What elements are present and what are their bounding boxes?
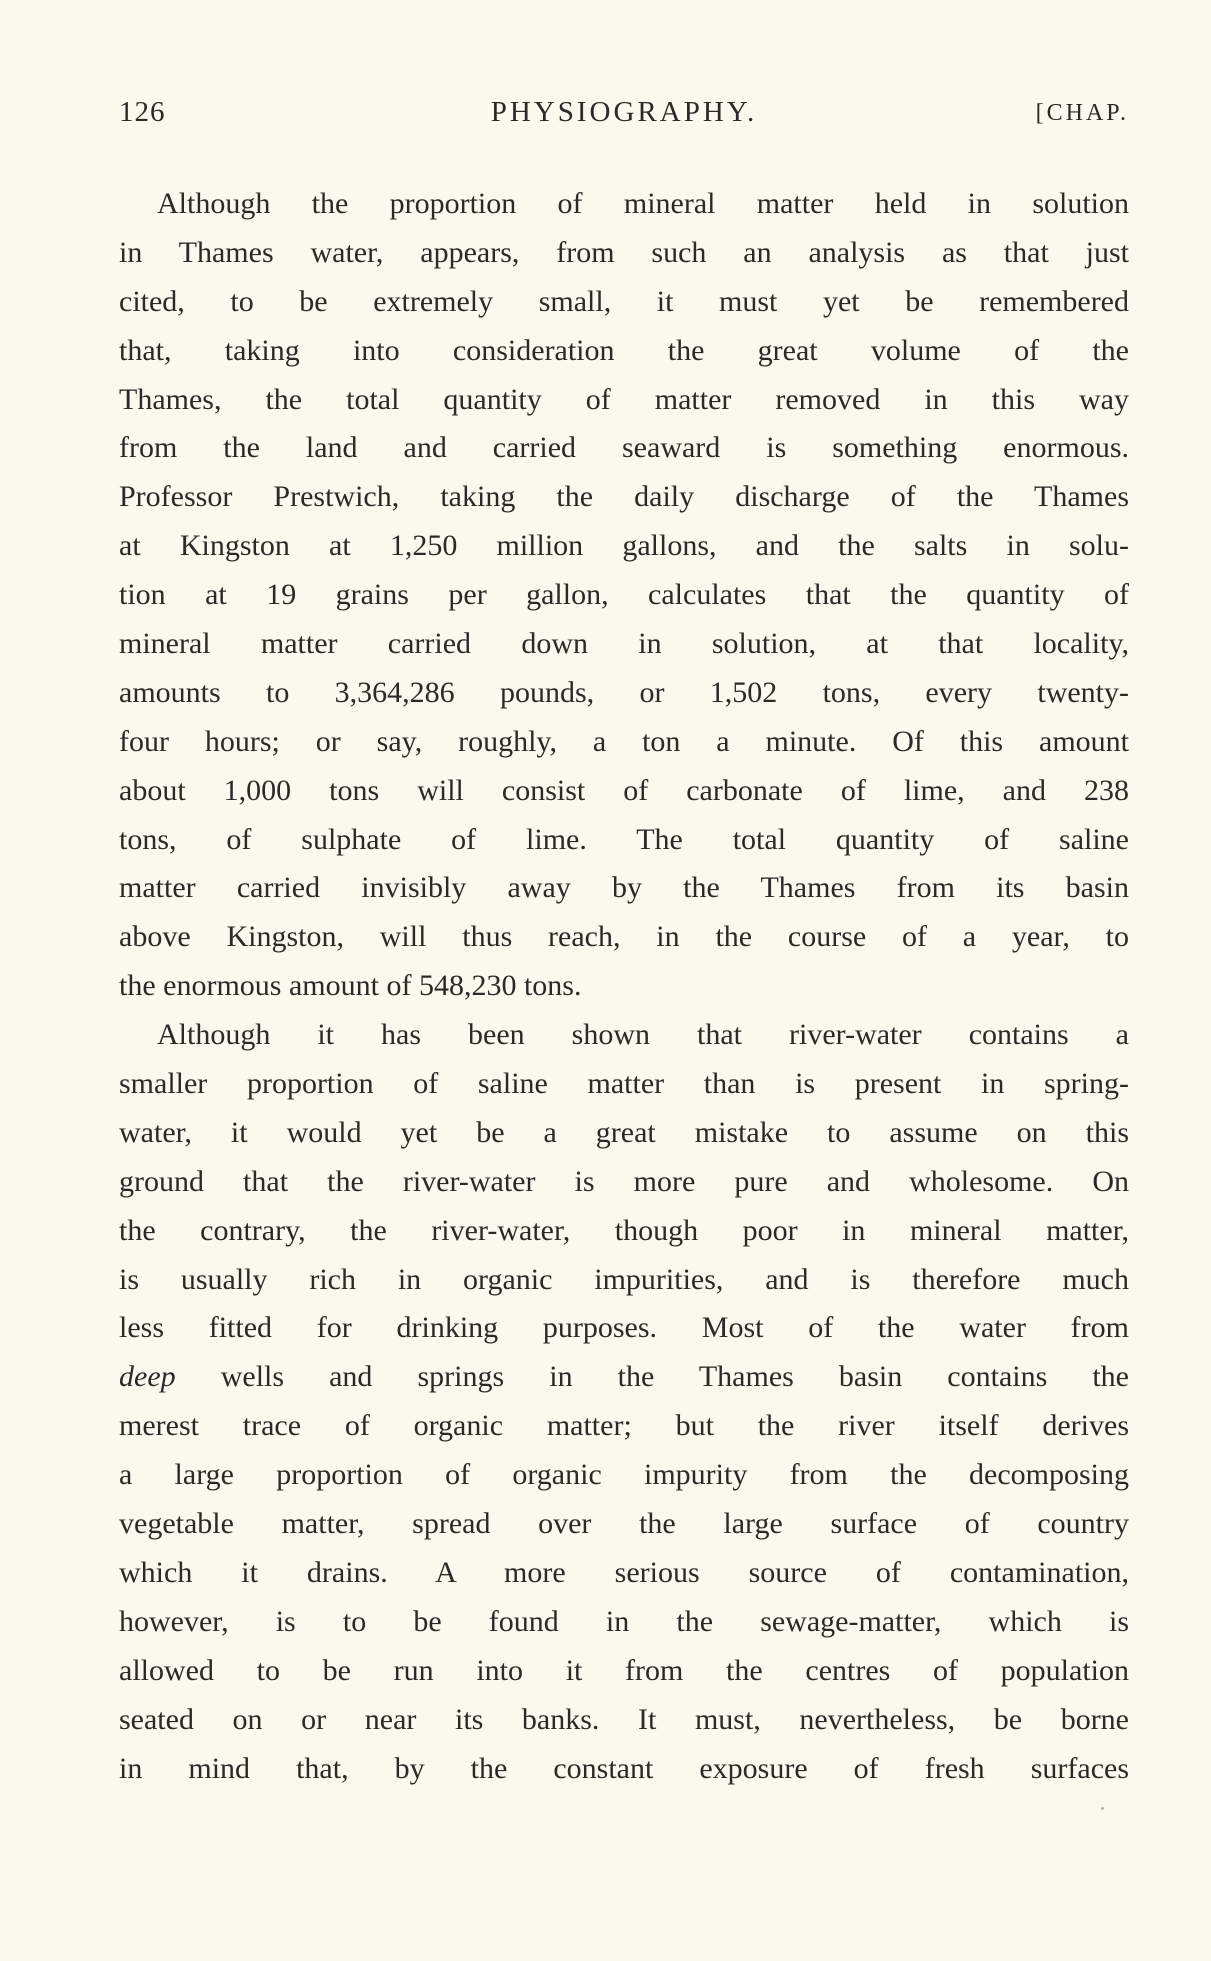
running-title: PHYSIOGRAPHY. bbox=[490, 96, 758, 128]
text-line: four hours; or say, roughly, a ton a minute. Of this amount bbox=[119, 724, 1129, 758]
text-line: Thames, the total quantity of matter removed in this way bbox=[119, 382, 1129, 416]
text-line: the enormous amount of 548,230 tons. bbox=[119, 969, 582, 1003]
chapter-marker: [CHAP. bbox=[1035, 100, 1129, 126]
paper-speck bbox=[1101, 1807, 1104, 1810]
text-line: allowed to be run into it from the centres of population bbox=[119, 1653, 1129, 1687]
text-line: in Thames water, appears, from such an analysis as that just bbox=[119, 235, 1129, 269]
text-line-with-italic bbox=[119, 1353, 1129, 1402]
text-line: mineral matter carried down in solution, at that locality, bbox=[119, 627, 1129, 661]
text-line: merest trace of organic matter; but the river itself derives bbox=[119, 1409, 1129, 1443]
text-line: from the land and carried seaward is something enormous. bbox=[119, 431, 1129, 465]
text-line: about 1,000 tons will consist of carbonate of lime, and 238 bbox=[119, 773, 1129, 807]
text-line: above Kingston, will thus reach, in the course of a year, to bbox=[119, 920, 1129, 954]
body-text bbox=[119, 180, 1129, 1793]
running-head bbox=[119, 96, 1129, 136]
text-line: ground that the river-water is more pure and wholesome. On bbox=[119, 1164, 1129, 1198]
page-number: 126 bbox=[119, 96, 166, 128]
text-line: which it drains. A more serious source of contamination, bbox=[119, 1555, 1129, 1589]
italic-word: deep bbox=[119, 1360, 176, 1394]
text-line: is usually rich in organic impurities, and is therefore much bbox=[119, 1262, 1129, 1296]
text-line: however, is to be found in the sewage-matter, which is bbox=[119, 1604, 1129, 1638]
text-line: at Kingston at 1,250 million gallons, and the salts in solu- bbox=[119, 529, 1129, 563]
text-line: water, it would yet be a great mistake to assume on this bbox=[119, 1115, 1129, 1149]
text-line: tons, of sulphate of lime. The total quantity of saline bbox=[119, 822, 1129, 856]
text-line: less fitted for drinking purposes. Most of the water from bbox=[119, 1311, 1129, 1345]
text-line: Although the proportion of mineral matter held in solution bbox=[157, 187, 1129, 220]
text-line: that, taking into consideration the great volume of the bbox=[119, 333, 1129, 367]
text-line: Professor Prestwich, taking the daily discharge of the Thames bbox=[119, 480, 1129, 514]
text-line: matter carried invisibly away by the Thames from its basin bbox=[119, 871, 1129, 905]
text-line: cited, to be extremely small, it must yet be remembered bbox=[119, 284, 1129, 318]
text-line: a large proportion of organic impurity from the decomposing bbox=[119, 1458, 1129, 1492]
text-line: the contrary, the river-water, though poor in mineral matter, bbox=[119, 1213, 1129, 1247]
text-line: vegetable matter, spread over the large surface of country bbox=[119, 1507, 1129, 1541]
text-line: seated on or near its banks. It must, nevertheless, be borne bbox=[119, 1702, 1129, 1736]
text-line: smaller proportion of saline matter than is present in spring- bbox=[119, 1067, 1129, 1101]
text-line-remainder: wells and springs in the Thames basin contains the bbox=[220, 1360, 1129, 1394]
text-line: in mind that, by the constant exposure of fresh surfaces bbox=[119, 1751, 1129, 1785]
text-line: amounts to 3,364,286 pounds, or 1,502 tons, every twenty- bbox=[119, 675, 1129, 709]
text-line: tion at 19 grains per gallon, calculates that the quantity of bbox=[119, 578, 1129, 612]
text-line: Although it has been shown that river-water contains a bbox=[157, 1018, 1129, 1052]
